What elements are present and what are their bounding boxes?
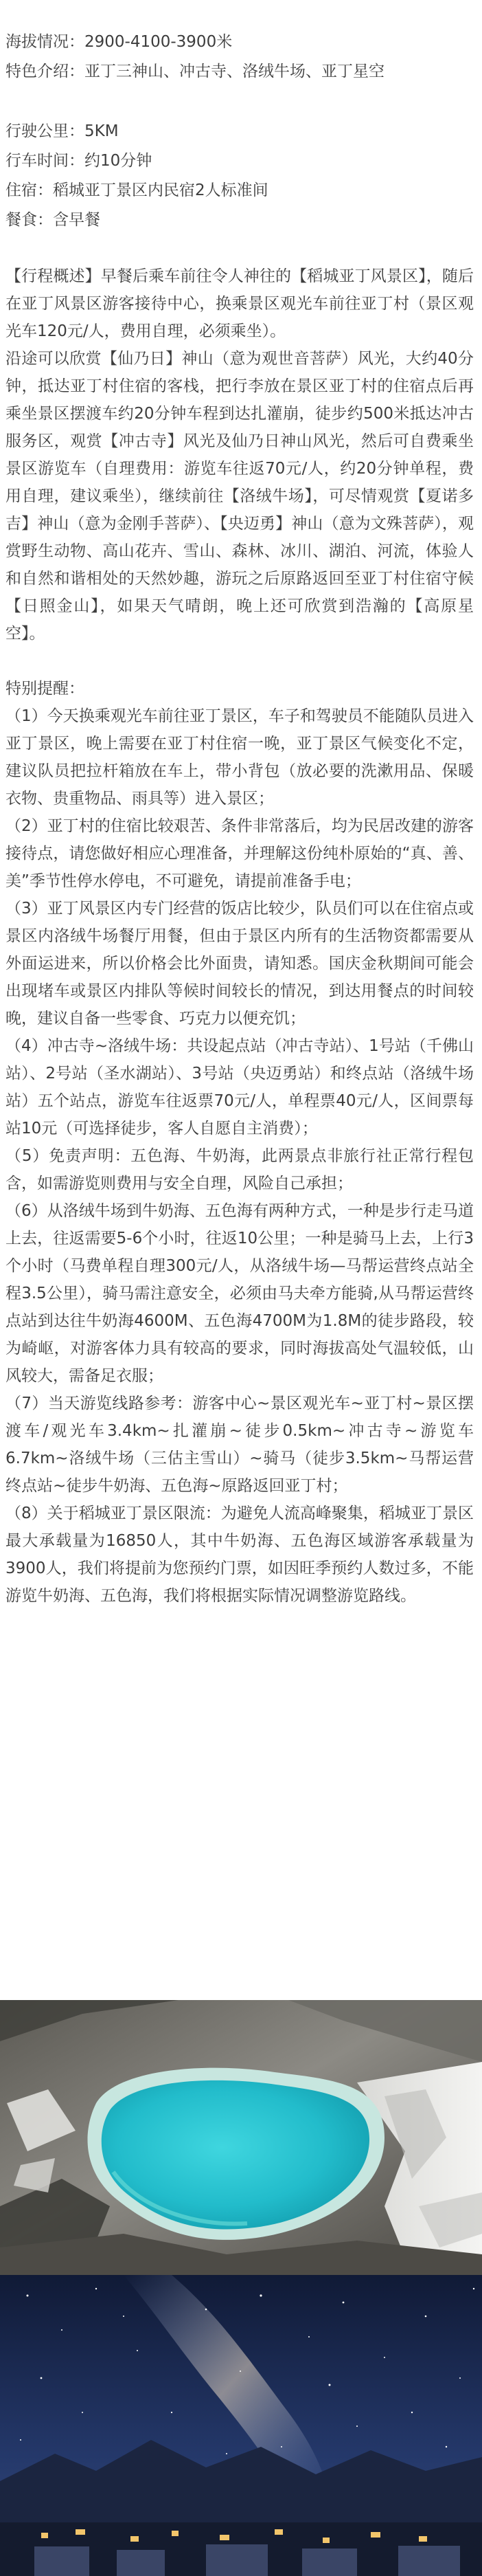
trip-info-section bbox=[0, 0, 482, 235]
overview-paragraph: 【行程概述】早餐后乘车前往令人神往的【稻城亚丁风景区】，随后在亚丁风景区游客接待中心，换乘景区观光车前往亚丁村（景区观光车120元/人，费用自理，必须乘坐）。 bbox=[5, 267, 474, 340]
meals-line: 餐食：含早餐 bbox=[5, 211, 100, 229]
notice-item: （1）今天换乘观光车前往亚丁景区，车子和驾驶员不能随队员进入亚丁景区，晚上需要在亚丁村住宿一晚，亚丁景区气候变化不定，建议队员把拉杆箱放在车上，带小背包（放必要的洗漱用品、保暖衣物、贵重物品、雨具等）进入景区； bbox=[5, 707, 474, 808]
notice-item: （7）当天游览线路参考：游客中心~景区观光车~亚丁村~景区摆渡车/观光车3.4km~扎灌崩~徒步0.5km~冲古寺~游览车6.7km~洛绒牛场（三估主雪山）~骑马（徒步3.5km~马帮运营终点站~徒步牛奶海、五色海~原路返回亚丁村； bbox=[5, 1395, 474, 1495]
lake-aerial-photo bbox=[0, 2000, 482, 2275]
notice-item: （3）亚丁风景区内专门经营的饭店比较少，队员们可以在住宿点或景区内洛绒牛场餐厅用餐，但由于景区内所有的生活物资都需要从外面运进来，所以价格会比外面贵，请知悉。国庆金秋期间可能会出现堵车或景区内排队等候时间较长的情况，到达用餐点的时间较晚，建议自备一些零食、巧克力以便充饥； bbox=[5, 900, 474, 1028]
lodging-line: 住宿：稻城亚丁景区内民宿2人标准间 bbox=[5, 181, 268, 199]
starry-sky-photo bbox=[0, 2275, 482, 2576]
notice-title: 特别提醒： bbox=[5, 680, 84, 698]
itinerary-content bbox=[0, 263, 482, 1610]
notice-item: （4）冲古寺~洛绒牛场：共设起点站（冲古寺站）、1号站（千佛山站）、2号站（圣水湖站）、3号站（央迈勇站）和终点站（洛绒牛场站）五个站点，游览车往返票70元/人，单程票40元/人，区间票每站10元（可选择徒步，客人自愿自主消费）； bbox=[5, 1037, 474, 1137]
notice-item: （6）从洛绒牛场到牛奶海、五色海有两种方式，一种是步行走马道上去，往返需要5-6个小时，往返10公里；一种是骑马上去，上行3个小时（马费单程自理300元/人，从洛绒牛场—马帮运营终点站全程3.5公里），骑马需注意安全，必须由马夫牵方能骑,从马帮运营终点站到达往牛奶海4600M、五色海4700M为1.8M的徒步路段，较为崎岖，对游客体力具有较高的要求，同时海拔高处气温较低，山风较大，需备足衣服； bbox=[5, 1202, 474, 1385]
altitude-line: 海拔情况：2900-4100-3900米 bbox=[5, 33, 233, 51]
features-line: 特色介绍：亚丁三神山、冲古寺、洛绒牛场、亚丁星空 bbox=[5, 63, 385, 80]
divider-space bbox=[5, 87, 455, 117]
notice-item: （5）免责声明：五色海、牛奶海，此两景点非旅行社正常行程包含，如需游览则费用与安全自理，风险自己承担； bbox=[5, 1147, 474, 1192]
route-paragraph: 沿途可以欣赏【仙乃日】神山（意为观世音菩萨）风光，大约40分钟，抵达亚丁村住宿的客栈，把行李放在景区亚丁村的住宿点后再乘坐景区摆渡车约20分钟车程到达扎灌崩，徒步约500米抵达冲古服务区，观赏【冲古寺】风光及仙乃日神山风光，然后可自费乘坐景区游览车（自理费用：游览车往返70元/人，约20分钟单程，费用自理，建议乘坐），继续前往【洛绒牛场】，可尽情观赏【夏诺多吉】神山（意为金刚手菩萨）、【央迈勇】神山（意为文殊菩萨），观赏野生动物、高山花卉、雪山、森林、冰川、湖泊、河流，体验人和自然和谐相处的天然妙趣，游玩之后原路返回至亚丁村住宿守候【日照金山】，如果天气晴朗，晚上还可欣赏到浩瀚的【高原星空】。 bbox=[5, 350, 474, 643]
notice-item: （8）关于稻城亚丁景区限流：为避免人流高峰聚集，稻城亚丁景区最大承载量为16850人，其中牛奶海、五色海区域游客承载量为3900人，我们将提前为您预约门票，如因旺季预约人数过多，不能游览牛奶海、五色海，我们将根据实际情况调整游览路线。 bbox=[5, 1504, 474, 1605]
drive-time-line: 行车时间：约10分钟 bbox=[5, 152, 152, 170]
notice-item: （2）亚丁村的住宿比较艰苦、条件非常落后，均为民居改建的游客接待点，请您做好相应心理准备，并理解这份纯朴原始的“真、善、美”季节性停水停电，不可避免，请提前准备手电； bbox=[5, 817, 474, 890]
distance-line: 行驶公里：5KM bbox=[5, 122, 119, 140]
section-gap bbox=[5, 647, 474, 675]
